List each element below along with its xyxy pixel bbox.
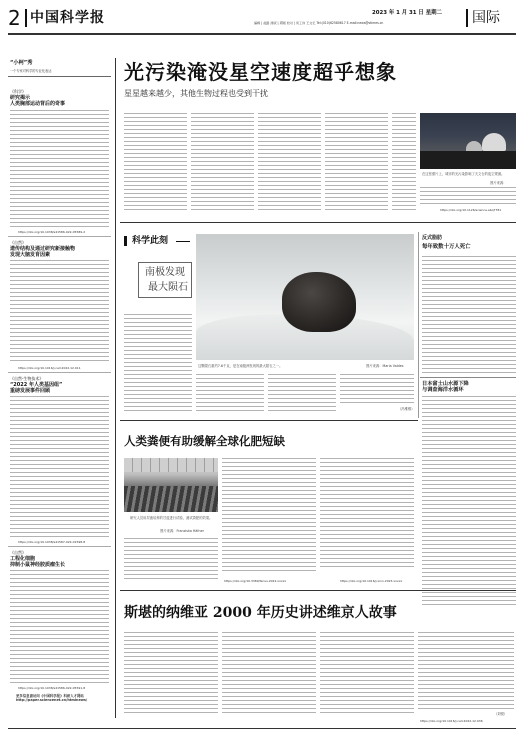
section-rule — [120, 222, 516, 223]
masthead — [8, 5, 516, 31]
feature-photo-credit: 图片来源：Maria Valdes — [366, 364, 404, 368]
sidebar-item-divider — [8, 546, 111, 547]
sidebar-item-kicker: 《自然》 — [10, 240, 26, 245]
lead-body-col — [325, 113, 388, 210]
fertilizer-body-col — [124, 538, 218, 580]
sidebar-item-kicker: 《自然》 — [10, 550, 26, 555]
lead-subhead: 星星越来越少，其他生物过程也受到干扰 — [124, 89, 268, 98]
feature-side-headline-2: 日本富士山水源下降 与调查海洋水循环 — [422, 381, 469, 394]
section-rule — [120, 420, 418, 421]
feature-photo — [196, 234, 414, 360]
fertilizer-body-col — [320, 458, 414, 570]
feature-column-rule — [418, 232, 419, 418]
viking-doi[interactable]: https://doi.org/10.1016/j.cell.2022.12.036 — [420, 719, 483, 723]
sidebar-item-divider — [8, 236, 111, 237]
sidebar-item-body — [10, 260, 109, 364]
viking-author-tag: （刘悦） — [494, 712, 508, 716]
lead-body-col — [258, 113, 321, 210]
sidebar-rule — [8, 76, 111, 77]
feature-side-body — [422, 396, 516, 606]
feature-side-headline: 每年致数十万人死亡 — [422, 244, 471, 250]
feature-side-column-title: 反式脂肪 — [422, 235, 443, 241]
fertilizer-photo-credit: 图片来源：Franziska Häfner — [160, 529, 205, 533]
hill-silhouette — [420, 151, 516, 169]
fertilizer-photo-caption: 研究人员用尿液培养的甘蓝进行试验，测试粪肥的效果。 — [130, 516, 213, 520]
feature-body-col — [268, 374, 336, 412]
sidebar-item-kicker: 《自然·生物技术》 — [10, 376, 44, 381]
feature-body-col — [196, 374, 264, 412]
sidebar-footer[interactable]: 更多信息请访问《中国科学报》科研人才网站 http://paper.sciencenet.cn/htmlnews/ — [16, 694, 88, 702]
section-rule — [120, 590, 516, 591]
viking-body-col — [124, 632, 218, 716]
lead-body-col — [392, 113, 416, 210]
fertilizer-doi[interactable]: https://doi.org/10.1016/j.xinn.2023.xxxxx — [340, 579, 403, 583]
lead-photo-credit: 图片来源： — [490, 181, 507, 185]
fertilizer-photo — [124, 458, 218, 512]
viking-body-col — [222, 632, 316, 716]
feature-column-tag — [124, 234, 190, 248]
sidebar-item-body — [10, 396, 109, 538]
fertilizer-headline: 人类粪便有助缓解全球化肥短缺 — [124, 434, 285, 448]
sidebar-column-label: “小柯”秀 — [10, 60, 33, 66]
sidebar-item-body — [10, 110, 109, 228]
viking-body-col — [320, 632, 414, 716]
lead-body-col — [191, 113, 254, 210]
sidebar-item-title: “2022 年人类基因组” 重磅发展事件回顾 — [10, 382, 63, 395]
lead-body-col — [420, 187, 516, 205]
feature-pullquote — [138, 262, 192, 298]
sidebar-item-kicker: 《科学》 — [10, 89, 26, 94]
viking-headline: 斯堪的纳维亚 2000 年历史讲述维京人故事 — [124, 605, 397, 621]
lead-photo — [420, 113, 516, 169]
page-number: 2 — [8, 6, 21, 30]
paper-name: 中国科学报 — [30, 10, 105, 26]
sidebar-item-doi[interactable]: https://doi.org/10.1038/s41586-022-05591-8 — [18, 686, 86, 690]
lead-photo-caption: 在这张照片上，城市的光污染影响了天文台的夜空观测。 — [422, 172, 505, 176]
sidebar-item-title: 工程化细胞 抑制小鼠神经胶质瘤生长 — [10, 556, 66, 569]
plant-rows — [124, 486, 218, 512]
sidebar-column-rule — [115, 58, 116, 718]
sidebar — [8, 58, 111, 718]
section-title: 国际 — [472, 10, 500, 26]
feature-side-divider — [420, 377, 516, 378]
masthead-divider — [25, 9, 27, 27]
sidebar-item-title: 遗传结构及通过研究新接触物 发现大脑发育因素 — [10, 246, 76, 259]
feature-side-body — [422, 256, 516, 374]
feature-column-label: 科学此刻 — [132, 236, 169, 246]
lead-body-col — [124, 113, 187, 210]
lead-headline: 光污染淹没星空速度超乎想象 — [124, 60, 397, 84]
masthead-rule — [8, 33, 516, 35]
meteorite — [282, 272, 356, 332]
editor-line: 编辑 | 赵路 排版 | 郭刚 校对 | 何工伟 王文忆 Tel:(010)62580617 E-mail:news@stimes.cn — [254, 21, 384, 25]
sidebar-column-sub: 一个专家对科学的专业化表达 — [10, 69, 52, 73]
fertilizer-body-col — [222, 458, 316, 572]
column-tag-rule — [176, 241, 190, 242]
greenhouse-roof — [124, 458, 218, 472]
sidebar-item-body — [10, 570, 109, 684]
column-tag-bar — [124, 236, 127, 246]
feature-photo-caption: 这颗陨石重约7.6千克，是在南极洲发现的最大陨石之一。 — [198, 364, 283, 368]
issue-date: 2023 年 1 月 31 日 星期二 — [372, 10, 442, 16]
sidebar-item-title: 研究揭示 人类胸部运动背后的奇事 — [10, 95, 66, 108]
sidebar-item-divider — [8, 372, 111, 373]
fertilizer-doi[interactable]: https://doi.org/10.3389/fenvs.2022.xxxxx — [224, 579, 287, 583]
feature-author-tag: （冯维维） — [398, 407, 415, 411]
pullquote-line: 最大陨石 — [148, 282, 188, 293]
sidebar-item-doi[interactable]: https://doi.org/10.1016/j.cell.2022.12.011 — [18, 366, 81, 370]
viking-body-col — [418, 632, 514, 710]
lead-doi[interactable]: https://doi.org/10.1126/science.abq7781 — [440, 208, 502, 212]
feature-body-col — [124, 314, 192, 412]
sidebar-item-doi[interactable]: https://doi.org/10.1038/s41586-022-05589-2 — [18, 230, 86, 234]
section-divider — [466, 9, 468, 27]
page-bottom-rule — [8, 728, 516, 729]
sidebar-item-doi[interactable]: https://doi.org/10.1038/s41587-022-01598-8 — [18, 540, 86, 544]
observatory-dome — [482, 133, 506, 151]
pullquote-line: 南极发现 — [145, 267, 185, 278]
feature-body-col — [340, 374, 414, 406]
